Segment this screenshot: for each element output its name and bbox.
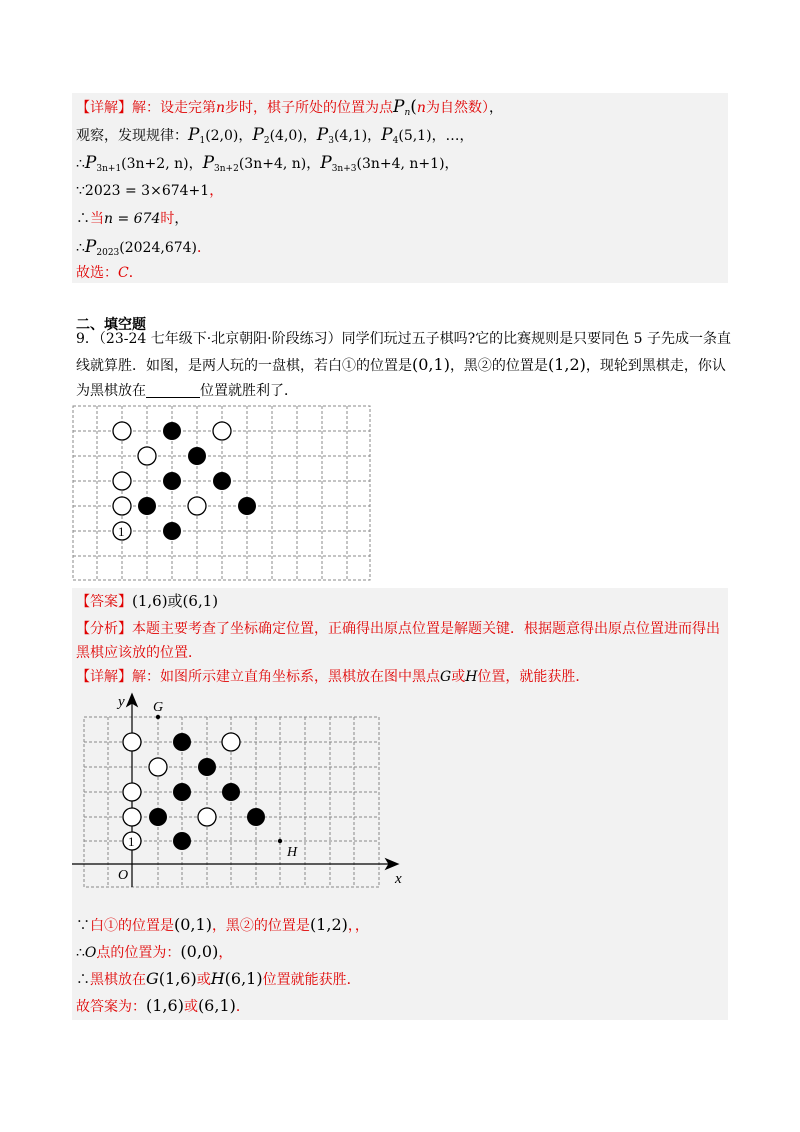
coordinate: (1,2) — [547, 355, 586, 374]
question-text: ，现轮到黑棋走，你认 — [585, 358, 726, 374]
answer-line — [76, 590, 218, 613]
question-text: ，黑②的位置是 — [449, 358, 548, 374]
white-stone — [222, 733, 240, 751]
because-symbol: ∵ — [76, 183, 85, 199]
detail-text: 解：设走完第 — [132, 100, 216, 116]
pattern-point — [316, 125, 382, 146]
analysis-text: 本题主要考查了坐标确定位置，正确得出原点位置是解题关键．根据题意得出原点位置进而得出 — [132, 621, 720, 637]
coordinate: (3n+4, n+1) — [356, 156, 445, 172]
analysis-text: 黑棋应该放的位置． — [76, 645, 202, 661]
question-line-3 — [76, 380, 298, 402]
detail-text: 解：如图所示建立直角坐标系，黑棋放在图中黑点 — [132, 669, 440, 685]
var-P: P — [393, 97, 405, 117]
coordinate: (3n+2, n) — [121, 156, 189, 172]
var-P-sub: 3 — [328, 136, 334, 146]
white-stone — [123, 783, 141, 801]
black-stone — [149, 808, 167, 826]
detail-line-4 — [76, 180, 223, 202]
coordinate: (0,0) — [180, 942, 219, 961]
white-stone — [188, 497, 206, 515]
detail-text: 位置，就能获胜． — [477, 669, 590, 685]
point-H-dot — [278, 839, 282, 843]
therefore-symbol: ∴ — [76, 211, 90, 227]
punct: ． — [235, 999, 250, 1015]
detail-text: 步时，棋子所处的位置为点 — [225, 100, 394, 116]
paren: ( — [410, 97, 417, 117]
var-P-sub: 3n+2 — [214, 164, 239, 174]
x-axis-label: x — [395, 871, 402, 887]
point-G-label: G — [153, 700, 164, 715]
coordinate: (0,1) — [174, 915, 212, 934]
point-H: H — [210, 969, 225, 988]
white-stone — [123, 808, 141, 826]
question-text: 为黑棋放在 — [76, 383, 146, 399]
general-point — [202, 153, 321, 174]
analysis-line-1 — [76, 618, 720, 640]
black-stone — [173, 733, 191, 751]
coordinate: (0,1) — [412, 355, 450, 374]
var-P-sub: 2023 — [96, 248, 120, 258]
black-stone — [188, 447, 206, 465]
punct: ， — [188, 156, 203, 172]
equation: 2023 = 3×674+1 — [84, 183, 210, 199]
origin-label: O — [118, 868, 129, 883]
coordinate: (4,1) — [333, 128, 368, 144]
detail-text: 为自然数） — [425, 100, 489, 116]
therefore-symbol: ∴ — [76, 156, 85, 172]
coordinate-board-figure — [72, 690, 412, 890]
conclusion-line-3 — [76, 968, 361, 991]
question-line-2 — [76, 354, 726, 377]
var-P: P — [188, 125, 200, 145]
black-stone — [213, 472, 231, 490]
punct: ， — [238, 128, 253, 144]
point-G: G — [440, 669, 452, 685]
question-text: 线就算胜．如图，是两人玩的一盘棋，若白①的位置是 — [76, 358, 412, 374]
black-stone — [198, 758, 216, 776]
black-stone — [163, 472, 181, 490]
conclusion-text: 点的位置为： — [96, 945, 181, 961]
conclusion-text: 黑棋放在 — [90, 972, 146, 988]
answer-value: (1,6)或(6,1) — [132, 592, 219, 610]
black-stone — [163, 522, 181, 540]
coordinate: (1,6) — [158, 969, 197, 988]
var-P-sub: 3n+1 — [96, 164, 122, 174]
pattern-point — [188, 125, 253, 146]
detail-line-2 — [76, 124, 474, 152]
white-stone — [113, 422, 131, 440]
answer-text: 故选： — [76, 265, 118, 281]
conclusion-text: 或 — [196, 972, 211, 988]
coordinate: (4,0) — [269, 128, 303, 144]
white-stone — [198, 808, 216, 826]
conclusion-text: 白①的位置是 — [90, 918, 174, 934]
punct: ，， — [347, 918, 369, 934]
punct: ， — [218, 945, 233, 961]
coordinate: (5,1) — [398, 128, 432, 144]
detail-label: 【详解】 — [76, 100, 132, 116]
general-points — [84, 153, 459, 174]
black-stone — [238, 497, 256, 515]
analysis-line-2 — [76, 642, 202, 664]
answer-blank — [146, 383, 200, 398]
conclusion-text: 位置就能获胜． — [262, 972, 361, 988]
var-P-sub: 4 — [392, 136, 399, 146]
question-source: （23-24 七年级下·北京朝阳·阶段练习） — [98, 331, 342, 347]
because-symbol: ∵ — [76, 918, 90, 934]
var-n: n — [216, 100, 226, 116]
coordinate: (1,2) — [309, 915, 348, 934]
var-P: P — [202, 153, 215, 173]
question-text: 位置就胜利了． — [200, 383, 298, 399]
detail-text: 时 — [160, 211, 175, 227]
punct: ， — [174, 211, 189, 227]
point-G-dot — [156, 715, 160, 719]
detail-line-5 — [76, 208, 188, 230]
white-stone — [113, 497, 131, 515]
white-stone-label: 1 — [128, 834, 135, 849]
coordinate: (2024,674) — [119, 240, 198, 256]
var-P-sub: 3n+3 — [331, 164, 357, 174]
pattern-point — [252, 125, 317, 146]
coordinate: (1,6) — [146, 996, 184, 1015]
var-P: P — [320, 153, 332, 173]
black-stone — [222, 783, 240, 801]
white-stone — [113, 472, 131, 490]
var-P: P — [381, 125, 393, 145]
detail-line-3 — [76, 152, 459, 180]
therefore-symbol: ∴ — [76, 240, 85, 256]
var-P: P — [252, 125, 264, 145]
pattern-points — [188, 125, 474, 146]
detail-line-6 — [76, 236, 211, 264]
punct: ， — [306, 156, 321, 172]
question-number: 9． — [76, 331, 99, 347]
white-stone-label: 1 — [118, 524, 125, 539]
white-stone — [123, 733, 141, 751]
black-stone — [173, 832, 191, 850]
answer-choice: C — [118, 265, 129, 281]
conclusion-line-4 — [76, 995, 250, 1018]
conclusion-text: 或 — [183, 999, 198, 1015]
black-stone — [163, 422, 181, 440]
var-P-sub: n — [404, 108, 411, 118]
detail-line-7 — [76, 262, 143, 284]
punct: ， — [488, 100, 503, 116]
detail-line-1 — [76, 96, 503, 124]
var-P: P — [316, 125, 329, 145]
go-board-figure — [72, 405, 372, 583]
detail-text: 观察，发现规律： — [76, 128, 188, 144]
question-text: 同学们玩过五子棋吗?它的比赛规则是只要同色 5 子先成一条直 — [341, 331, 731, 347]
section-heading: 二、填空题 — [76, 317, 146, 333]
detail-text: 或 — [451, 669, 466, 685]
general-point — [84, 153, 203, 174]
therefore-symbol: ∴ — [76, 972, 90, 988]
detail-text: 当 — [90, 211, 104, 227]
punct: ， — [444, 156, 459, 172]
conclusion-text: ，黑②的位置是 — [211, 918, 310, 934]
equation: n = 674 — [104, 211, 161, 227]
y-axis-label: y — [118, 694, 125, 710]
conclusion-text: 故答案为： — [76, 999, 146, 1015]
general-point — [320, 153, 459, 174]
black-stone — [247, 808, 265, 826]
coordinate: (3n+4, n) — [238, 156, 307, 172]
punct: ， — [302, 128, 317, 144]
point-H: H — [465, 669, 478, 685]
punct: ． — [197, 240, 212, 256]
conclusion-line-2 — [76, 941, 232, 964]
therefore-symbol: ∴ — [76, 945, 85, 961]
black-stone — [173, 783, 191, 801]
detail-label: 【详解】 — [76, 669, 132, 685]
point-H-label: H — [287, 845, 298, 860]
coordinate: (6,1) — [224, 969, 263, 988]
coordinate: (6,1) — [197, 996, 236, 1015]
white-stone — [138, 447, 156, 465]
detail-line-board — [76, 666, 589, 688]
var-P: P — [84, 237, 97, 257]
var-P-sub: 2 — [263, 136, 270, 146]
answer-label: 【答案】 — [76, 594, 132, 610]
analysis-label: 【分析】 — [76, 621, 132, 637]
point-G: G — [146, 969, 159, 988]
punct: ， — [367, 128, 382, 144]
punct: ，…， — [431, 128, 474, 144]
punct: ， — [209, 183, 224, 199]
black-stone — [138, 497, 156, 515]
var-P-sub: 1 — [199, 136, 206, 146]
white-stone — [149, 758, 167, 776]
var-P: P — [84, 153, 97, 173]
conclusion-line-1 — [76, 914, 369, 937]
coordinate: (2,0) — [205, 128, 239, 144]
point-O: O — [84, 945, 97, 961]
question-line-1 — [76, 328, 731, 350]
punct: ． — [128, 265, 143, 281]
pattern-point — [381, 125, 474, 146]
white-stone — [213, 422, 231, 440]
var-n: n — [416, 100, 426, 116]
